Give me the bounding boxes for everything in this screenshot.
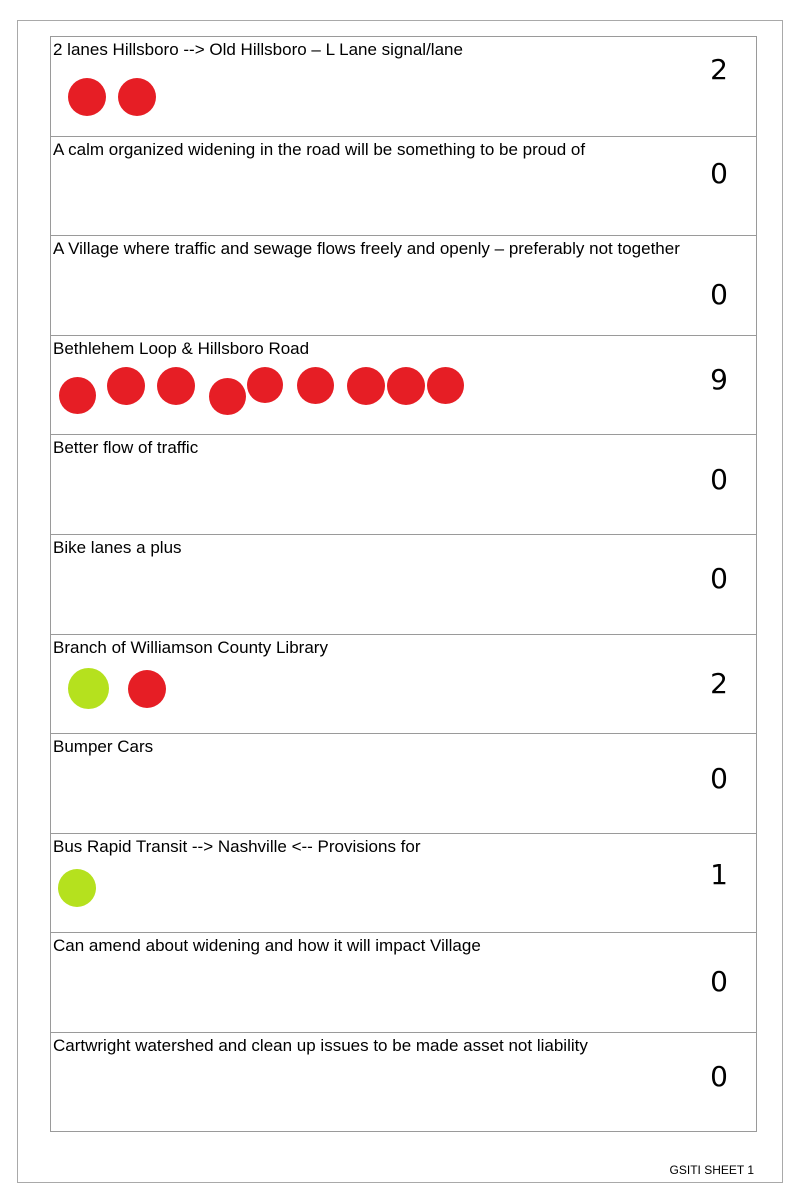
vote-count: 2 <box>710 53 728 86</box>
table-row <box>51 535 756 635</box>
row-label: Bike lanes a plus <box>53 537 182 557</box>
row-label: Cartwright watershed and clean up issues to be made asset not liability <box>53 1035 588 1055</box>
red-dot-marker <box>387 367 425 405</box>
vote-count: 0 <box>710 278 728 312</box>
vote-count: 0 <box>710 463 728 497</box>
red-dot-marker <box>59 377 96 414</box>
row-label: Better flow of traffic <box>53 438 199 458</box>
row-label: Bus Rapid Transit --> Nashville <-- Provisions for <box>53 836 421 856</box>
row-label: Branch of Williamson County Library <box>53 637 328 657</box>
table-row <box>51 933 756 1033</box>
row-label: A Village where traffic and sewage flows freely and openly – preferably not together <box>53 239 680 259</box>
row-label: 2 lanes Hillsboro --> Old Hillsboro – L Lane signal/lane <box>53 40 463 59</box>
table-row <box>51 236 756 336</box>
table-row <box>51 435 756 535</box>
comment-table <box>50 36 757 1132</box>
table-row <box>51 336 756 436</box>
green-dot-marker <box>58 869 96 907</box>
red-dot-marker <box>118 78 156 116</box>
vote-count: 0 <box>710 762 728 796</box>
red-dot-marker <box>157 367 195 405</box>
row-label: Bumper Cars <box>53 737 154 757</box>
sheet-footer: GSITI SHEET 1 <box>669 1163 754 1177</box>
red-dot-marker <box>347 367 385 405</box>
table-row <box>51 834 756 934</box>
red-dot-marker <box>107 367 145 405</box>
vote-count: 0 <box>710 1059 728 1093</box>
vote-count: 0 <box>710 965 728 999</box>
vote-count: 0 <box>710 156 728 190</box>
table-row <box>51 137 756 237</box>
table-row <box>51 37 756 137</box>
red-dot-marker <box>128 670 166 708</box>
red-dot-marker <box>209 378 246 415</box>
row-label: Can amend about widening and how it will impact Village <box>53 936 481 956</box>
table-row <box>51 635 756 735</box>
green-dot-marker <box>68 668 109 709</box>
vote-count: 0 <box>710 561 728 595</box>
row-label: A calm organized widening in the road will be something to be proud of <box>53 139 586 159</box>
vote-count: 1 <box>710 857 728 891</box>
row-label: Bethlehem Loop & Hillsboro Road <box>53 338 310 358</box>
table-row <box>51 734 756 834</box>
red-dot-marker <box>427 367 464 404</box>
red-dot-marker <box>68 78 106 116</box>
red-dot-marker <box>297 367 334 404</box>
vote-count: 2 <box>710 666 728 700</box>
vote-count: 9 <box>710 362 728 396</box>
red-dot-marker <box>247 367 283 403</box>
table-row <box>51 1033 756 1133</box>
